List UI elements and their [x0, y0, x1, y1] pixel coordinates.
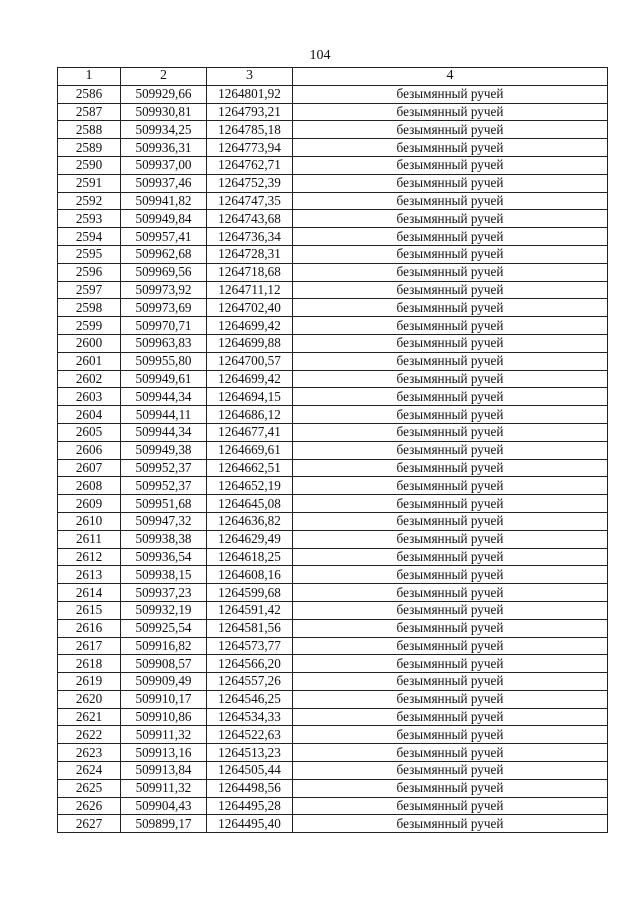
- point-number-cell: 2596: [58, 263, 121, 281]
- coordinates-table: [57, 67, 608, 833]
- point-number-cell: 2588: [58, 121, 121, 139]
- table-row: [58, 548, 608, 566]
- table-row: [58, 797, 608, 815]
- y-coordinate-cell: 1264718,68: [207, 263, 293, 281]
- y-coordinate-cell: 1264752,39: [207, 174, 293, 192]
- y-coordinate-cell: 1264793,21: [207, 103, 293, 121]
- y-coordinate-cell: 1264495,28: [207, 797, 293, 815]
- x-coordinate-cell: 509913,16: [121, 744, 207, 762]
- x-coordinate-cell: 509911,32: [121, 779, 207, 797]
- y-coordinate-cell: 1264505,44: [207, 762, 293, 780]
- object-name-cell: безымянный ручей: [293, 690, 608, 708]
- y-coordinate-cell: 1264498,56: [207, 779, 293, 797]
- object-name-cell: безымянный ручей: [293, 139, 608, 157]
- table-row: [58, 334, 608, 352]
- y-coordinate-cell: 1264711,12: [207, 281, 293, 299]
- y-coordinate-cell: 1264699,88: [207, 334, 293, 352]
- table-body: [58, 85, 608, 832]
- y-coordinate-cell: 1264546,25: [207, 690, 293, 708]
- object-name-cell: безымянный ручей: [293, 530, 608, 548]
- point-number-cell: 2589: [58, 139, 121, 157]
- table-row: [58, 566, 608, 584]
- point-number-cell: 2623: [58, 744, 121, 762]
- header-col-3: 3: [207, 68, 293, 86]
- table-row: [58, 406, 608, 424]
- point-number-cell: 2621: [58, 708, 121, 726]
- table-row: [58, 423, 608, 441]
- point-number-cell: 2594: [58, 228, 121, 246]
- x-coordinate-cell: 509947,32: [121, 512, 207, 530]
- point-number-cell: 2612: [58, 548, 121, 566]
- object-name-cell: безымянный ручей: [293, 103, 608, 121]
- y-coordinate-cell: 1264645,08: [207, 495, 293, 513]
- x-coordinate-cell: 509957,41: [121, 228, 207, 246]
- point-number-cell: 2616: [58, 619, 121, 637]
- object-name-cell: безымянный ручей: [293, 566, 608, 584]
- x-coordinate-cell: 509944,11: [121, 406, 207, 424]
- x-coordinate-cell: 509973,69: [121, 299, 207, 317]
- table-row: [58, 352, 608, 370]
- y-coordinate-cell: 1264522,63: [207, 726, 293, 744]
- x-coordinate-cell: 509908,57: [121, 655, 207, 673]
- x-coordinate-cell: 509952,37: [121, 459, 207, 477]
- y-coordinate-cell: 1264566,20: [207, 655, 293, 673]
- object-name-cell: безымянный ручей: [293, 601, 608, 619]
- y-coordinate-cell: 1264699,42: [207, 370, 293, 388]
- x-coordinate-cell: 509955,80: [121, 352, 207, 370]
- point-number-cell: 2592: [58, 192, 121, 210]
- x-coordinate-cell: 509949,61: [121, 370, 207, 388]
- y-coordinate-cell: 1264677,41: [207, 423, 293, 441]
- point-number-cell: 2622: [58, 726, 121, 744]
- x-coordinate-cell: 509938,15: [121, 566, 207, 584]
- object-name-cell: безымянный ручей: [293, 655, 608, 673]
- object-name-cell: безымянный ручей: [293, 299, 608, 317]
- object-name-cell: безымянный ручей: [293, 156, 608, 174]
- object-name-cell: безымянный ручей: [293, 192, 608, 210]
- y-coordinate-cell: 1264581,56: [207, 619, 293, 637]
- object-name-cell: безымянный ручей: [293, 584, 608, 602]
- y-coordinate-cell: 1264686,12: [207, 406, 293, 424]
- x-coordinate-cell: 509944,34: [121, 388, 207, 406]
- table-row: [58, 174, 608, 192]
- point-number-cell: 2598: [58, 299, 121, 317]
- object-name-cell: безымянный ручей: [293, 406, 608, 424]
- x-coordinate-cell: 509973,92: [121, 281, 207, 299]
- y-coordinate-cell: 1264636,82: [207, 512, 293, 530]
- object-name-cell: безымянный ручей: [293, 512, 608, 530]
- object-name-cell: безымянный ручей: [293, 441, 608, 459]
- table-row: [58, 459, 608, 477]
- x-coordinate-cell: 509910,86: [121, 708, 207, 726]
- table-row: [58, 121, 608, 139]
- y-coordinate-cell: 1264513,23: [207, 744, 293, 762]
- x-coordinate-cell: 509899,17: [121, 815, 207, 833]
- header-row: [58, 68, 608, 86]
- point-number-cell: 2603: [58, 388, 121, 406]
- table-row: [58, 139, 608, 157]
- y-coordinate-cell: 1264736,34: [207, 228, 293, 246]
- y-coordinate-cell: 1264747,35: [207, 192, 293, 210]
- point-number-cell: 2593: [58, 210, 121, 228]
- x-coordinate-cell: 509910,17: [121, 690, 207, 708]
- table-row: [58, 281, 608, 299]
- object-name-cell: безымянный ручей: [293, 797, 608, 815]
- y-coordinate-cell: 1264700,57: [207, 352, 293, 370]
- y-coordinate-cell: 1264557,26: [207, 673, 293, 691]
- table-row: [58, 441, 608, 459]
- x-coordinate-cell: 509941,82: [121, 192, 207, 210]
- table-header: [58, 68, 608, 86]
- point-number-cell: 2601: [58, 352, 121, 370]
- table-row: [58, 370, 608, 388]
- table-row: [58, 655, 608, 673]
- y-coordinate-cell: 1264699,42: [207, 317, 293, 335]
- point-number-cell: 2597: [58, 281, 121, 299]
- table-row: [58, 584, 608, 602]
- y-coordinate-cell: 1264801,92: [207, 85, 293, 103]
- y-coordinate-cell: 1264773,94: [207, 139, 293, 157]
- page-number: 104: [309, 48, 331, 63]
- table-row: [58, 673, 608, 691]
- x-coordinate-cell: 509932,19: [121, 601, 207, 619]
- object-name-cell: безымянный ручей: [293, 619, 608, 637]
- y-coordinate-cell: 1264608,16: [207, 566, 293, 584]
- table-row: [58, 726, 608, 744]
- point-number-cell: 2610: [58, 512, 121, 530]
- point-number-cell: 2587: [58, 103, 121, 121]
- x-coordinate-cell: 509936,31: [121, 139, 207, 157]
- point-number-cell: 2614: [58, 584, 121, 602]
- table-row: [58, 495, 608, 513]
- x-coordinate-cell: 509944,34: [121, 423, 207, 441]
- object-name-cell: безымянный ручей: [293, 637, 608, 655]
- table-row: [58, 299, 608, 317]
- table-row: [58, 530, 608, 548]
- y-coordinate-cell: 1264652,19: [207, 477, 293, 495]
- y-coordinate-cell: 1264743,68: [207, 210, 293, 228]
- x-coordinate-cell: 509962,68: [121, 245, 207, 263]
- x-coordinate-cell: 509937,23: [121, 584, 207, 602]
- object-name-cell: безымянный ручей: [293, 210, 608, 228]
- point-number-cell: 2602: [58, 370, 121, 388]
- x-coordinate-cell: 509930,81: [121, 103, 207, 121]
- y-coordinate-cell: 1264785,18: [207, 121, 293, 139]
- x-coordinate-cell: 509937,46: [121, 174, 207, 192]
- point-number-cell: 2617: [58, 637, 121, 655]
- object-name-cell: безымянный ручей: [293, 779, 608, 797]
- point-number-cell: 2608: [58, 477, 121, 495]
- x-coordinate-cell: 509916,82: [121, 637, 207, 655]
- x-coordinate-cell: 509911,32: [121, 726, 207, 744]
- y-coordinate-cell: 1264599,68: [207, 584, 293, 602]
- y-coordinate-cell: 1264662,51: [207, 459, 293, 477]
- table-row: [58, 762, 608, 780]
- y-coordinate-cell: 1264694,15: [207, 388, 293, 406]
- object-name-cell: безымянный ручей: [293, 726, 608, 744]
- object-name-cell: безымянный ручей: [293, 317, 608, 335]
- x-coordinate-cell: 509929,66: [121, 85, 207, 103]
- y-coordinate-cell: 1264534,33: [207, 708, 293, 726]
- y-coordinate-cell: 1264728,31: [207, 245, 293, 263]
- header-col-4: 4: [293, 68, 608, 86]
- table-row: [58, 637, 608, 655]
- table-row: [58, 192, 608, 210]
- point-number-cell: 2615: [58, 601, 121, 619]
- point-number-cell: 2605: [58, 423, 121, 441]
- table-row: [58, 245, 608, 263]
- table-row: [58, 744, 608, 762]
- point-number-cell: 2600: [58, 334, 121, 352]
- table-row: [58, 619, 608, 637]
- object-name-cell: безымянный ручей: [293, 245, 608, 263]
- object-name-cell: безымянный ручей: [293, 174, 608, 192]
- table-row: [58, 708, 608, 726]
- x-coordinate-cell: 509925,54: [121, 619, 207, 637]
- object-name-cell: безымянный ручей: [293, 263, 608, 281]
- header-col-2: 2: [121, 68, 207, 86]
- point-number-cell: 2586: [58, 85, 121, 103]
- x-coordinate-cell: 509963,83: [121, 334, 207, 352]
- table-row: [58, 601, 608, 619]
- object-name-cell: безымянный ручей: [293, 815, 608, 833]
- x-coordinate-cell: 509904,43: [121, 797, 207, 815]
- y-coordinate-cell: 1264762,71: [207, 156, 293, 174]
- y-coordinate-cell: 1264618,25: [207, 548, 293, 566]
- table-row: [58, 103, 608, 121]
- table-row: [58, 512, 608, 530]
- table-row: [58, 85, 608, 103]
- object-name-cell: безымянный ручей: [293, 334, 608, 352]
- table-row: [58, 317, 608, 335]
- table-row: [58, 156, 608, 174]
- point-number-cell: 2599: [58, 317, 121, 335]
- object-name-cell: безымянный ручей: [293, 744, 608, 762]
- x-coordinate-cell: 509949,84: [121, 210, 207, 228]
- object-name-cell: безымянный ручей: [293, 85, 608, 103]
- table-row: [58, 263, 608, 281]
- object-name-cell: безымянный ручей: [293, 352, 608, 370]
- y-coordinate-cell: 1264573,77: [207, 637, 293, 655]
- object-name-cell: безымянный ручей: [293, 477, 608, 495]
- point-number-cell: 2611: [58, 530, 121, 548]
- y-coordinate-cell: 1264495,40: [207, 815, 293, 833]
- x-coordinate-cell: 509951,68: [121, 495, 207, 513]
- point-number-cell: 2591: [58, 174, 121, 192]
- object-name-cell: безымянный ручей: [293, 388, 608, 406]
- point-number-cell: 2607: [58, 459, 121, 477]
- x-coordinate-cell: 509913,84: [121, 762, 207, 780]
- point-number-cell: 2625: [58, 779, 121, 797]
- point-number-cell: 2590: [58, 156, 121, 174]
- object-name-cell: безымянный ручей: [293, 370, 608, 388]
- table-row: [58, 690, 608, 708]
- x-coordinate-cell: 509949,38: [121, 441, 207, 459]
- x-coordinate-cell: 509969,56: [121, 263, 207, 281]
- table-row: [58, 779, 608, 797]
- y-coordinate-cell: 1264591,42: [207, 601, 293, 619]
- object-name-cell: безымянный ручей: [293, 673, 608, 691]
- point-number-cell: 2606: [58, 441, 121, 459]
- table-row: [58, 228, 608, 246]
- table-row: [58, 388, 608, 406]
- table-row: [58, 210, 608, 228]
- point-number-cell: 2627: [58, 815, 121, 833]
- table-row: [58, 477, 608, 495]
- x-coordinate-cell: 509952,37: [121, 477, 207, 495]
- x-coordinate-cell: 509970,71: [121, 317, 207, 335]
- x-coordinate-cell: 509937,00: [121, 156, 207, 174]
- object-name-cell: безымянный ручей: [293, 423, 608, 441]
- y-coordinate-cell: 1264629,49: [207, 530, 293, 548]
- object-name-cell: безымянный ручей: [293, 121, 608, 139]
- object-name-cell: безымянный ручей: [293, 762, 608, 780]
- point-number-cell: 2618: [58, 655, 121, 673]
- point-number-cell: 2620: [58, 690, 121, 708]
- object-name-cell: безымянный ручей: [293, 228, 608, 246]
- point-number-cell: 2619: [58, 673, 121, 691]
- x-coordinate-cell: 509938,38: [121, 530, 207, 548]
- object-name-cell: безымянный ручей: [293, 495, 608, 513]
- object-name-cell: безымянный ручей: [293, 548, 608, 566]
- header-col-1: 1: [58, 68, 121, 86]
- x-coordinate-cell: 509909,49: [121, 673, 207, 691]
- table-row: [58, 815, 608, 833]
- point-number-cell: 2626: [58, 797, 121, 815]
- object-name-cell: безымянный ручей: [293, 281, 608, 299]
- x-coordinate-cell: 509936,54: [121, 548, 207, 566]
- object-name-cell: безымянный ручей: [293, 459, 608, 477]
- y-coordinate-cell: 1264669,61: [207, 441, 293, 459]
- point-number-cell: 2624: [58, 762, 121, 780]
- point-number-cell: 2613: [58, 566, 121, 584]
- point-number-cell: 2609: [58, 495, 121, 513]
- point-number-cell: 2604: [58, 406, 121, 424]
- point-number-cell: 2595: [58, 245, 121, 263]
- x-coordinate-cell: 509934,25: [121, 121, 207, 139]
- y-coordinate-cell: 1264702,40: [207, 299, 293, 317]
- object-name-cell: безымянный ручей: [293, 708, 608, 726]
